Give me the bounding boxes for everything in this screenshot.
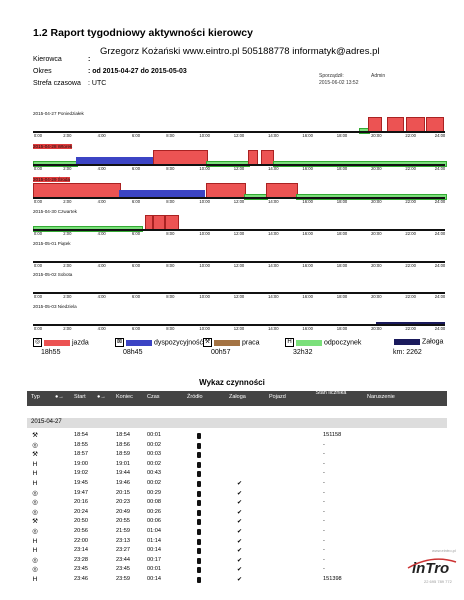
timeline-tick-label: 10:00 [199,166,210,171]
timeline-tick-label: 0:00 [33,231,43,236]
timeline-tick-label: 20:00 [371,231,382,236]
timeline-tick-label: 14:00 [268,166,279,171]
timeline-tick-label: 6:00 [131,326,141,331]
timeline-day-label: 2015-04-28 Wtorek [33,144,73,149]
bed-icon: H [32,460,38,468]
row-start: 22:00 [74,537,88,544]
row-end: 20:23 [116,499,130,506]
timeline-day-label: 2015-05-03 Niedziela [33,304,77,309]
timeline-day [33,304,445,332]
timeline-tick-label: 0:00 [33,326,43,331]
activities-date-band [27,418,447,428]
timeline-tick-label: 16:00 [302,263,313,268]
row-end: 19:44 [116,470,130,477]
card-source-icon [197,539,201,545]
col-end-arrow-icon: ●→ [97,394,106,400]
timeline-tick-label: 20:00 [371,263,382,268]
timeline-tick-label: 12:00 [233,133,245,138]
generated-at: 2015-06-02 13:52 [319,80,359,86]
row-crew: ✔ [237,567,243,574]
timeline-tick-label: 4:00 [97,263,106,268]
bed-icon: H [32,576,38,583]
card-source-icon [197,433,201,439]
timeline-tick-label: 10:00 [199,199,210,204]
timeline-ticks [33,326,445,332]
steering-wheel-icon: ◎ [32,566,38,574]
col-start: Start [74,394,86,400]
timeline-tick-label: 6:00 [131,199,141,204]
hammers-icon: ⚒ [32,451,38,459]
row-end: 20:55 [116,518,130,525]
timeline-tick-label: 18:00 [336,263,348,268]
table-row [27,461,447,469]
timeline-tick-label: 22:00 [405,166,416,171]
row-start: 19:00 [74,460,88,467]
legend-item [285,338,362,356]
intro-logo [402,548,462,588]
row-end: 19:01 [116,460,130,467]
col-source: Źródło [187,394,203,400]
timeline-tick-label: 22:00 [405,326,416,331]
col-end: Koniec [116,394,133,400]
row-start: 18:55 [74,441,88,448]
timeline-ticks [33,263,445,269]
row-start: 19:45 [74,480,88,486]
table-row [27,470,447,478]
card-source-icon [197,452,201,458]
row-start: 20:24 [74,508,88,515]
timeline-tick-label: 12:00 [233,231,245,236]
timeline-tick-label: 24:00 [434,326,446,331]
card-source-icon [197,529,201,535]
period-label: Okres [33,68,52,75]
timeline-tick-label: 8:00 [166,199,175,204]
row-duration: 00:01 [147,566,161,573]
timeline-tick-label: 18:00 [336,199,348,204]
steering-wheel-icon: ◎ [32,499,38,507]
timeline-tick-label: 24:00 [434,199,446,204]
row-odometer: - [323,547,325,554]
period-value: : od 2015-04-27 do 2015-05-03 [88,68,187,75]
row-odometer: - [323,480,325,486]
table-row [27,509,447,517]
timeline-tick-label: 24:00 [434,294,446,299]
row-start: 23:14 [74,547,88,554]
legend-swatch [296,340,322,346]
logo-phone: 22 695 789 772 [424,579,452,584]
col-time: Czas [147,394,160,400]
row-odometer: - [323,528,325,534]
logo-brand: inTro [412,560,450,577]
author-line: Grzegorz Kożański www.eintro.pl 505188778 informatyk@adres.pl [100,46,380,57]
bed-icon: H [32,537,38,545]
timeline-ticks [33,294,445,300]
col-start-arrow-icon: ●→ [55,394,64,400]
row-start: 19:02 [74,470,88,477]
timeline-tick-label: 14:00 [268,263,279,268]
legend-label: dyspozycyjność [154,339,204,347]
timeline-day-label: 2015-05-02 Sobota [33,272,73,277]
timeline-segment-avail [76,157,153,164]
bed-icon: H [32,480,38,487]
timeline-ticks [33,166,445,172]
timeline-tick-label: 24:00 [434,231,446,236]
row-start: 20:50 [74,518,88,525]
timeline-tick-label: 10:00 [199,326,210,331]
row-crew: ✔ [237,500,243,507]
card-source-icon [197,567,201,573]
timeline-tick-label: 20:00 [371,326,382,331]
timeline-tick-label: 2:00 [63,231,72,236]
row-crew: ✔ [237,519,243,526]
col-crew: Załoga [229,394,246,400]
row-odometer: - [323,489,325,496]
table-row [27,576,447,584]
card-source-icon [197,548,201,554]
card-source-icon [197,471,201,477]
timeline-tick-label: 20:00 [371,166,382,171]
table-row [27,442,447,450]
row-start: 19:47 [74,489,88,496]
timeline-tick-label: 14:00 [268,199,279,204]
timeline-tick-label: 14:00 [268,133,279,138]
timeline-tick-label: 2:00 [63,133,72,138]
timeline-tick-label: 16:00 [302,231,313,236]
timeline-tick-label: 8:00 [166,231,175,236]
timeline-tick-label: 8:00 [166,294,175,299]
timeline-tick-label: 12:00 [233,199,245,204]
timeline-tick-label: 2:00 [63,263,72,268]
row-crew: ✔ [237,577,243,583]
legend-label: praca [242,339,260,347]
availability-icon: ⊠ [116,339,123,345]
timeline-tick-label: 18:00 [336,231,348,236]
row-start: 20:16 [74,499,88,506]
bed-icon: H [32,470,38,478]
logo-url: www.eintro.pl [432,548,456,553]
row-duration: 00:02 [147,460,161,467]
row-crew: ✔ [237,490,243,497]
legend-swatch [214,340,240,346]
timeline-day-label: 2015-04-27 Poniedziałek [33,111,84,116]
timeline-tick-label: 8:00 [166,166,175,171]
timeline-tick-label: 18:00 [336,294,348,299]
table-row [27,480,447,488]
timeline-tick-label: 8:00 [166,326,175,331]
row-start: 23:28 [74,556,88,563]
activities-table-header [27,391,447,406]
table-row [27,528,447,536]
timeline-tick-label: 12:00 [233,326,245,331]
timeline-day [33,111,445,139]
timeline-tick-label: 20:00 [371,199,382,204]
row-duration: 00:02 [147,480,161,486]
row-end: 21:59 [116,528,130,534]
bed-icon: H [32,547,38,555]
timeline-tick-label: 4:00 [97,199,106,204]
timeline-tick-label: 6:00 [131,294,141,299]
table-row [27,538,447,546]
card-source-icon [197,491,201,497]
row-crew: ✔ [237,529,243,535]
timezone-label: Strefa czasowa [33,80,81,87]
timeline-tick-label: 22:00 [405,199,416,204]
timeline-tick-label: 8:00 [166,263,175,268]
timeline-ticks [33,199,445,205]
legend-label: odpoczynek [324,339,362,347]
timeline-ticks [33,231,445,237]
hammers-icon: ⚒ [32,518,38,526]
table-row [27,451,447,459]
row-odometer: - [323,537,325,544]
timeline-tick-label: 10:00 [199,133,210,138]
timeline-tick-label: 0:00 [33,199,43,204]
timeline-tick-label: 16:00 [302,294,313,299]
card-source-icon [197,519,201,525]
card-source-icon [197,500,201,506]
col-type: Typ [31,394,40,400]
row-crew: ✔ [237,538,243,545]
timeline-tick-label: 20:00 [371,294,382,299]
row-odometer: 151398 [323,576,342,582]
legend-label: Załoga [422,338,444,346]
timeline-tick-label: 4:00 [97,294,106,299]
card-source-icon [197,510,201,516]
timeline-day [33,241,445,269]
timeline-tick-label: 16:00 [302,326,313,331]
table-row [27,557,447,565]
timeline-tick-label: 0:00 [33,133,43,138]
row-duration: 00:03 [147,451,161,458]
timeline-tick-label: 22:00 [405,294,416,299]
row-duration: 00:26 [147,508,161,515]
timeline-ticks [33,133,445,139]
timeline-tick-label: 12:00 [233,294,245,299]
hammers-icon: ⚒ [204,339,211,345]
timeline-tick-label: 16:00 [302,166,313,171]
steering-wheel-icon: ◎ [32,528,38,535]
steering-wheel-icon: ◎ [34,339,41,345]
timeline-tick-label: 4:00 [97,231,106,236]
timeline-tick-label: 4:00 [97,166,106,171]
card-source-icon [197,462,201,468]
page-title: 1.2 Raport tygodniowy aktywności kierowcy [33,27,253,39]
col-vehicle: Pojazd [269,394,286,400]
timezone-value: : UTC [88,80,107,87]
timeline-day [33,209,445,237]
timeline-tick-label: 6:00 [131,166,141,171]
row-end: 18:56 [116,441,130,448]
row-duration: 01:14 [147,537,161,544]
steering-wheel-icon: ◎ [32,441,38,449]
timeline-tick-label: 0:00 [33,166,43,171]
table-row [27,490,447,498]
timeline-tick-label: 0:00 [33,294,43,299]
legend-item [33,338,89,356]
row-end: 19:46 [116,480,130,486]
row-end: 23:59 [116,576,130,582]
timeline-tick-label: 2:00 [63,166,72,171]
steering-wheel-icon: ◎ [32,489,38,497]
legend-total: 18h55 [41,349,61,356]
timeline-day [33,272,445,300]
legend-swatch [44,340,70,346]
timeline-tick-label: 24:00 [434,166,446,171]
row-duration: 00:06 [147,518,161,525]
driver-value: : [88,56,91,63]
activities-date: 2015-04-27 [31,419,62,425]
legend-item [385,338,444,356]
row-end: 23:27 [116,547,130,554]
row-odometer: 151158 [323,432,342,438]
timeline-tick-label: 10:00 [199,294,210,299]
timeline-tick-label: 22:00 [405,263,416,268]
table-row [27,518,447,526]
timeline-tick-label: 22:00 [405,231,416,236]
legend-total: 00h57 [211,349,231,356]
crew-icon [385,338,392,345]
legend-total: 08h45 [123,349,143,356]
row-duration: 00:01 [147,432,161,438]
timeline-day-label: 2015-05-01 Piątek [33,241,71,246]
table-row [27,432,447,440]
steering-wheel-icon: ◎ [32,508,38,516]
legend-total: 32h32 [293,349,313,356]
timeline-tick-label: 16:00 [302,199,313,204]
card-source-icon [197,443,201,449]
legend-item [115,338,204,356]
row-odometer: - [323,518,325,525]
table-row [27,499,447,507]
timeline-tick-label: 14:00 [268,231,279,236]
generated-by: Admin [371,73,386,79]
row-start: 18:54 [74,432,88,438]
row-odometer: - [323,508,325,515]
row-duration: 00:29 [147,489,161,496]
activities-title: Wykaz czynności [199,378,265,387]
row-start: 18:57 [74,451,88,458]
row-odometer: - [323,566,325,573]
timeline-day-label: 2015-04-29 Środa [33,177,71,182]
timeline-tick-label: 18:00 [336,166,348,171]
row-end: 18:54 [116,432,130,438]
timeline-tick-label: 2:00 [63,326,72,331]
row-start: 23:45 [74,566,88,573]
col-violation: Naruszenie [367,394,395,400]
row-duration: 00:08 [147,499,161,506]
row-crew: ✔ [237,548,243,555]
timeline-tick-label: 6:00 [131,133,141,138]
row-end: 23:44 [116,556,130,563]
row-odometer: - [323,451,325,458]
timeline-tick-label: 14:00 [268,294,279,299]
row-duration: 00:02 [147,441,161,448]
timeline-tick-label: 24:00 [434,263,446,268]
timeline-day [33,177,445,205]
legend-swatch [126,340,152,346]
row-end: 20:15 [116,489,130,496]
row-crew: ✔ [237,481,243,487]
card-source-icon [197,577,201,583]
timeline-day-label: 2015-04-30 Czwartek [33,209,77,214]
timeline-tick-label: 24:00 [434,133,446,138]
timeline-tick-label: 22:00 [405,133,416,138]
row-duration: 00:14 [147,576,161,582]
row-end: 18:59 [116,451,130,458]
card-source-icon [197,481,201,487]
row-end: 20:49 [116,508,130,515]
row-end: 23:45 [116,566,130,573]
row-duration: 01:04 [147,528,161,534]
legend-total: km: 2262 [393,349,422,356]
row-start: 23:46 [74,576,88,582]
timeline-tick-label: 18:00 [336,133,348,138]
row-duration: 00:43 [147,470,161,477]
timeline-tick-label: 16:00 [302,133,313,138]
timeline-tick-label: 20:00 [371,133,382,138]
timeline-tick-label: 0:00 [33,263,43,268]
row-duration: 00:14 [147,547,161,554]
timeline-tick-label: 10:00 [199,231,210,236]
legend-label: jazda [72,339,89,347]
row-duration: 00:17 [147,556,161,563]
row-start: 20:56 [74,528,88,534]
row-odometer: - [323,556,325,563]
row-end: 23:13 [116,537,130,544]
row-odometer: - [323,499,325,506]
timeline-day [33,144,445,172]
timeline-tick-label: 2:00 [63,294,72,299]
row-crew: ✔ [237,557,243,564]
timeline-tick-label: 8:00 [166,133,175,138]
steering-wheel-icon: ◎ [32,556,38,564]
table-row [27,547,447,555]
timeline-segment-avail [119,190,205,197]
timeline-tick-label: 12:00 [233,166,245,171]
row-odometer: - [323,460,325,467]
driver-label: Kierowca [33,56,62,63]
hammers-icon: ⚒ [32,432,38,439]
legend-swatch [394,339,420,345]
col-odometer: Stan licznika [315,390,347,396]
timeline-tick-label: 10:00 [199,263,210,268]
timeline-tick-label: 6:00 [131,263,141,268]
timeline-tick-label: 6:00 [131,231,141,236]
timeline-tick-label: 4:00 [97,133,106,138]
legend [33,338,453,362]
bed-icon: H [285,338,294,347]
row-crew: ✔ [237,509,243,516]
timeline-tick-label: 14:00 [268,326,279,331]
timeline-tick-label: 12:00 [233,263,245,268]
generated-label: Sporządził: [319,73,344,79]
row-odometer: - [323,441,325,448]
timeline-tick-label: 18:00 [336,326,348,331]
card-source-icon [197,558,201,564]
legend-item [203,338,260,356]
timeline-tick-label: 2:00 [63,199,72,204]
row-odometer: - [323,470,325,477]
timeline-tick-label: 4:00 [97,326,106,331]
table-row [27,566,447,574]
